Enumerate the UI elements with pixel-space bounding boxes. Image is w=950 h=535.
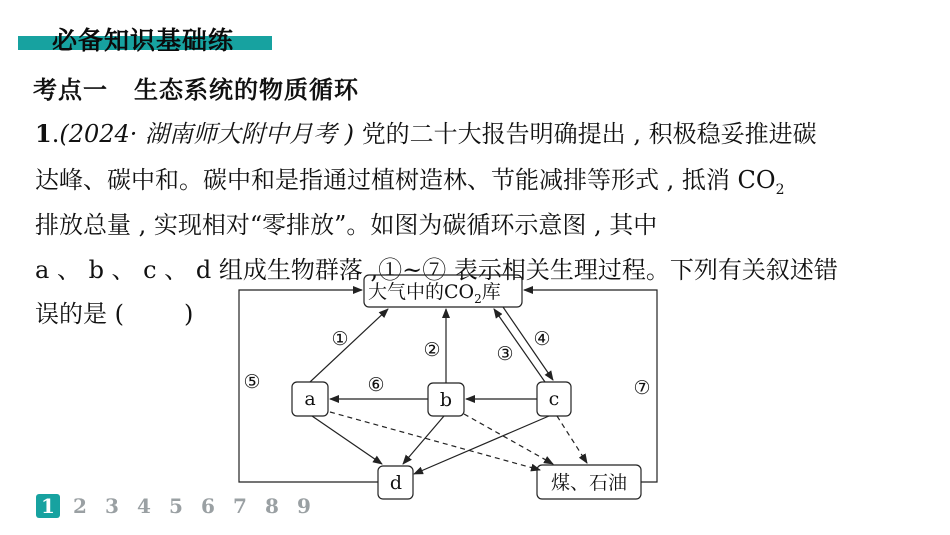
arrow-process-1 [310,309,388,382]
process-label-4: ④ [533,328,551,350]
process-label-5: ⑤ [243,371,261,393]
page-6-button[interactable]: 6 [201,494,215,518]
topic-title: 生态系统的物质循环 [134,76,359,104]
page-9-button[interactable]: 9 [297,494,311,518]
page-5-button[interactable]: 5 [169,494,183,518]
question-text-1: 党的二十大报告明确提出 , 积极稳妥推进碳 [361,120,817,148]
question-line-5: 误的是 ( ) [35,300,194,328]
process-label-6: ⑥ [367,374,385,396]
fossil-fuel-label: 煤、石油 [550,472,628,494]
topic-label: 考点一 [33,76,108,104]
page-1-button[interactable]: 1 [36,494,60,518]
co2-pool-label: 大气中的$CO_2$库 [368,281,501,306]
page-7-button[interactable]: 7 [233,494,247,518]
process-label-2: ② [423,339,441,361]
arrow-c-to-fossil [557,416,587,463]
question-source: (2024· 湖南师大附中月考 ) [59,120,355,148]
process-label-1: ① [331,328,349,350]
arrow-c-to-d [414,416,549,474]
arrow-a-to-fossil [330,412,540,470]
page-3-button[interactable]: 3 [105,494,119,518]
section-tag-text: 必备知识基础练 [52,26,235,55]
node-b-label: b [439,389,453,411]
arrow-b-to-d [403,416,444,464]
page-8-button[interactable]: 8 [265,494,279,518]
node-a-label: a [304,388,316,410]
question-pager [36,494,324,518]
page-2-button[interactable]: 2 [73,494,87,518]
question-number: 1 [35,119,52,148]
page-4-button[interactable]: 4 [137,494,151,518]
node-d-label: d [389,472,403,494]
arrow-a-to-d [312,416,382,464]
process-label-7: ⑦ [633,377,651,399]
node-c-label: c [548,388,560,410]
question-line-3: 排放总量 , 实现相对“零排放”。如图为碳循环示意图 , 其中 [35,211,658,239]
process-label-3: ③ [496,343,514,365]
question-line-1: 1.(2024· 湖南师大附中月考 ) 党的二十大报告明确提出 , 积极稳妥推进碳 [35,119,817,148]
question-line-4: a 、 b 、 c 、 d 组成生物群落 ,①~⑦ 表示相关生理过程。下列有关叙述错 [35,256,838,284]
question-line-2: 达峰、碳中和。碳中和是指通过植树造林、节能减排等形式 , 抵消 $CO_2$ [35,166,785,198]
arrow-b-to-fossil [464,414,553,464]
